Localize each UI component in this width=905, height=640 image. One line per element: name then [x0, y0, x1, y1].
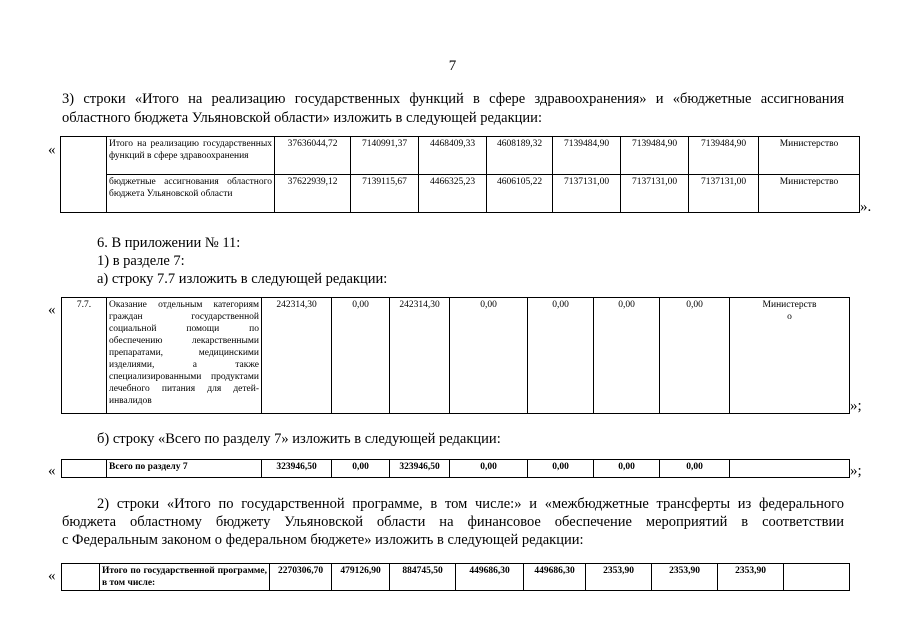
table-cell: 7137131,00 [689, 175, 759, 213]
table-cell-empty [784, 564, 850, 591]
table-cell: 449686,30 [524, 564, 586, 591]
table-row [62, 460, 850, 478]
table-cell: 7139484,90 [689, 137, 759, 175]
table-cell: 2270306,70 [270, 564, 332, 591]
table-cell: 4466325,23 [419, 175, 487, 213]
amendment-table-health [60, 136, 860, 213]
amendment-table-row-7-7 [61, 297, 850, 414]
table-cell: 4606105,22 [487, 175, 553, 213]
table-cell: 0,00 [450, 460, 528, 478]
table-cell: 449686,30 [456, 564, 524, 591]
paragraph-rows-program-line1: 2) строки «Итого по государственной программе, в том числе:» и «межбюджетные трансферты из федерального [97, 496, 844, 512]
table-cell: 479126,90 [332, 564, 390, 591]
table-cell: 7139484,90 [553, 137, 621, 175]
row-name: Итого по государственной программе, в том числе: [100, 564, 270, 591]
table-cell: 2353,90 [586, 564, 652, 591]
table-cell: 2353,90 [718, 564, 784, 591]
row-name: Оказание отдельным категориям граждан государственной социальной помощи по обеспечению лекарственными препаратами, медицинскими изделиями, а также специализированными продуктами лечебного питания для детей-инвалидов [107, 298, 262, 414]
section-6-item-1: 1) в разделе 7: [97, 253, 185, 269]
table-row [62, 298, 850, 414]
open-quote: « [48, 568, 56, 584]
table-cell: 7137131,00 [553, 175, 621, 213]
section-6-title: 6. В приложении № 11: [97, 235, 241, 251]
amendment-table-program-total [61, 563, 850, 591]
open-quote: « [48, 142, 56, 158]
row-number: 7.7. [62, 298, 107, 414]
table-cell: 7140991,37 [351, 137, 419, 175]
open-quote: « [48, 302, 56, 318]
table-cell: 323946,50 [262, 460, 332, 478]
table-cell: 0,00 [528, 460, 594, 478]
close-quote: »; [850, 463, 862, 479]
table-row [61, 175, 860, 213]
table-cell: 7137131,00 [621, 175, 689, 213]
open-quote: « [48, 463, 56, 479]
table-cell: 4608189,32 [487, 137, 553, 175]
section-6-item-b: б) строку «Всего по разделу 7» изложить в следующей редакции: [97, 431, 501, 447]
table-cell: 0,00 [660, 298, 730, 414]
amendment-table-section-7-total [61, 459, 850, 478]
table-cell: 7139115,67 [351, 175, 419, 213]
table-cell: 0,00 [594, 460, 660, 478]
table-cell: 0,00 [332, 298, 390, 414]
table-row [61, 137, 860, 175]
executor-cell [730, 298, 850, 414]
close-quote: ». [860, 199, 872, 215]
table-cell: 7139484,90 [621, 137, 689, 175]
table-cell: 2353,90 [652, 564, 718, 591]
table-cell: 242314,30 [262, 298, 332, 414]
close-quote: »; [850, 398, 862, 414]
row-name: Всего по разделу 7 [107, 460, 262, 478]
section-6-item-a: а) строку 7.7 изложить в следующей редакции: [97, 271, 388, 287]
paragraph-rows-program-line3: с Федеральным законом о федеральном бюджете» изложить в следующей редакции: [62, 532, 584, 548]
table-cell: 323946,50 [390, 460, 450, 478]
row-name: Итого на реализацию государственных функций в сфере здравоохранения [107, 137, 275, 175]
executor-cell: Министерство [759, 175, 860, 213]
table-cell: 37622939,12 [275, 175, 351, 213]
executor-cell: Министерство [759, 137, 860, 175]
executor-label: Министерство [762, 300, 817, 322]
table-cell-empty [62, 564, 100, 591]
table-cell: 0,00 [332, 460, 390, 478]
table-cell-empty [62, 460, 107, 478]
table-cell: 0,00 [450, 298, 528, 414]
paragraph-rows-program-line2: бюджета областному бюджету Ульяновской области на финансовое обеспечение мероприятий в соответствии [62, 514, 844, 530]
table-row [62, 564, 850, 591]
page-number: 7 [448, 58, 457, 74]
table-cell: 37636044,72 [275, 137, 351, 175]
table-cell: 242314,30 [390, 298, 450, 414]
paragraph-rows-health-line2: областного бюджета Ульяновской области» изложить в следующей редакции: [62, 110, 542, 126]
paragraph-rows-health-line1: 3) строки «Итого на реализацию государственных функций в сфере здравоохранения» и «бюджетные ассигнования [62, 91, 844, 107]
table-cell: 884745,50 [390, 564, 456, 591]
table-cell-empty [730, 460, 850, 478]
table-cell-empty [61, 137, 107, 213]
table-cell: 0,00 [528, 298, 594, 414]
table-cell: 0,00 [660, 460, 730, 478]
table-cell: 0,00 [594, 298, 660, 414]
row-name: бюджетные ассигнования областного бюджета Ульяновской области [107, 175, 275, 213]
table-cell: 4468409,33 [419, 137, 487, 175]
